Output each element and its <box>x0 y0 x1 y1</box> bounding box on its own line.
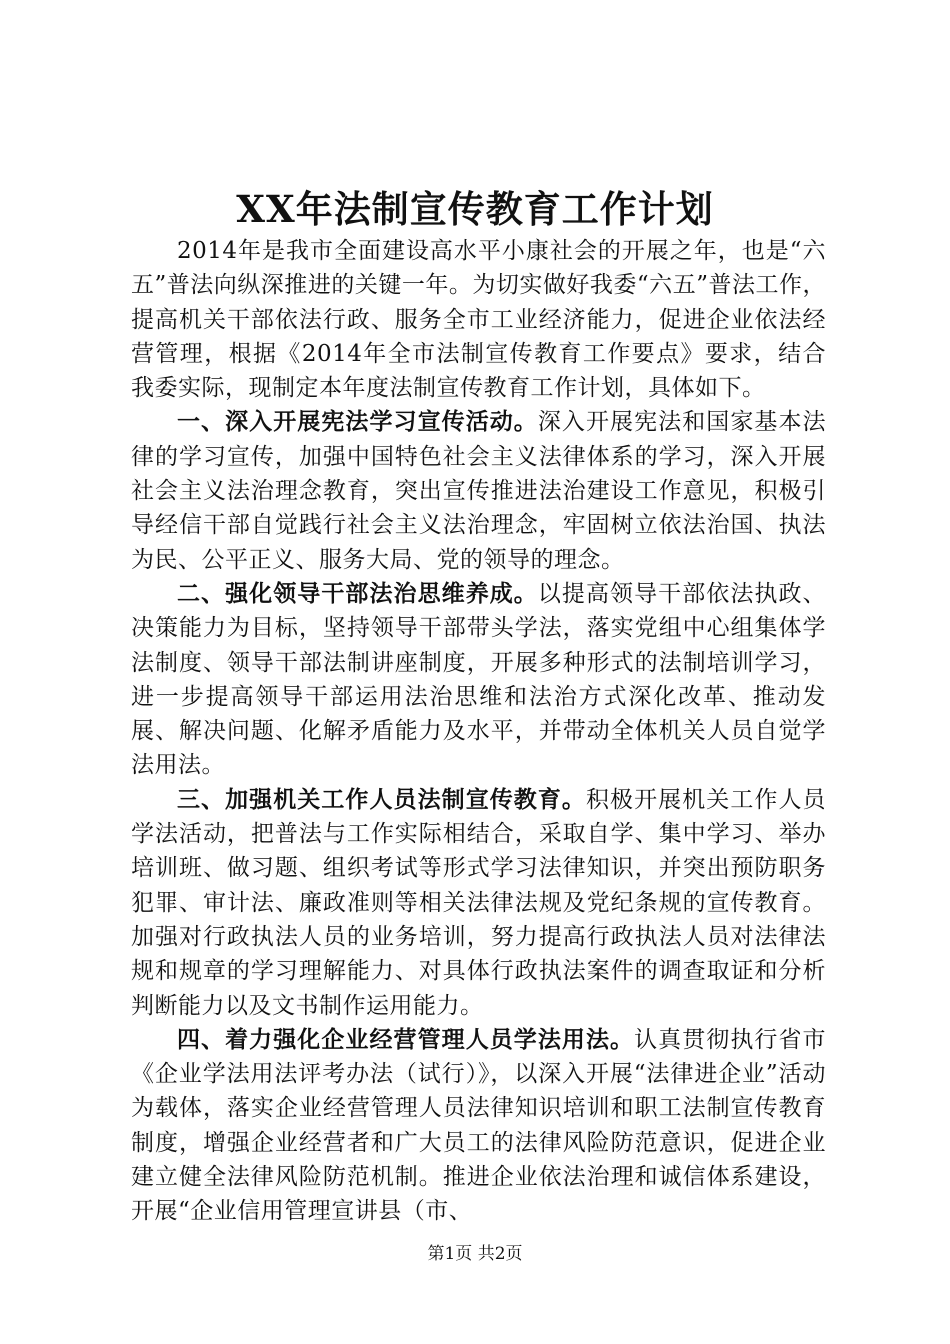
section-heading-2: 二、强化领导干部法治思维养成。 <box>177 579 538 607</box>
section-heading-3: 三、加强机关工作人员法制宣传教育。 <box>177 785 586 813</box>
section-text-4: 认真贯彻执行省市《企业学法用法评考办法（试行）》，以深入开展“法律进企业”活动为载体，落实企业经营管理人员法律知识培训和职工法制宣传教育制度，增强企业经营者和广大员工的法律风险防范意识，促进企业建立健全法律风险防范机制。推进企业依法治理和诚信体系建设，开展“企业信用管理宣讲县（市、 <box>131 1026 827 1225</box>
intro-paragraph: 2014年是我市全面建设高水平小康社会的开展之年，也是“六五”普法向纵深推进的关键一年。为切实做好我委“六五”普法工作，提高机关干部依法行政、服务全市工业经济能力，促进企业依法经营管理，根据《2014年全市法制宣传教育工作要点》要求，结合我委实际，现制定本年度法制宣传教育工作计划，具体如下。 <box>131 238 826 402</box>
section-paragraph-4 <box>131 1023 826 1229</box>
section-paragraph-3 <box>131 783 826 1023</box>
section-text-2: 以提高领导干部依法执政、决策能力为目标，坚持领导干部带头学法，落实党组中心组集体学法制度、领导干部法制讲座制度，开展多种形式的法制培训学习，进一步提高领导干部运用法治思维和法治方式深化改革、推动发展、解决问题、化解矛盾能力及水平，并带动全体机关人员自觉学法用法。 <box>131 580 827 779</box>
section-text-1: 深入开展宪法和国家基本法律的学习宣传，加强中国特色社会主义法律体系的学习，深入开展社会主义法治理念教育，突出宣传推进法治建设工作意见，积极引导经信干部自觉践行社会主义法治理念，牢固树立依法治国、执法为民、公平正义、服务大局、党的领导的理念。 <box>131 409 827 573</box>
section-heading-1: 一、深入开展宪法学习宣传活动。 <box>177 408 538 436</box>
section-paragraph-1 <box>131 405 826 576</box>
section-heading-4: 四、着力强化企业经营管理人员学法用法。 <box>177 1025 635 1053</box>
section-text-3: 积极开展机关工作人员学法活动，把普法与工作实际相结合，采取自学、集中学习、举办培训班、做习题、组织考试等形式学习法律知识，并突出预防职务犯罪、审计法、廉政准则等相关法律法规及党纪条规的宣传教育。加强对行政执法人员的业务培训，努力提高行政执法人员对法律法规和规章的学习理解能力、对具体行政执法案件的调查取证和分析判断能力以及文书制作运用能力。 <box>131 786 827 1019</box>
document-title: XX年法制宣传教育工作计划 <box>236 187 714 231</box>
page-footer: 第1页 共2页 <box>427 1244 523 1264</box>
document-body <box>131 234 826 1229</box>
section-paragraph-2 <box>131 577 826 783</box>
